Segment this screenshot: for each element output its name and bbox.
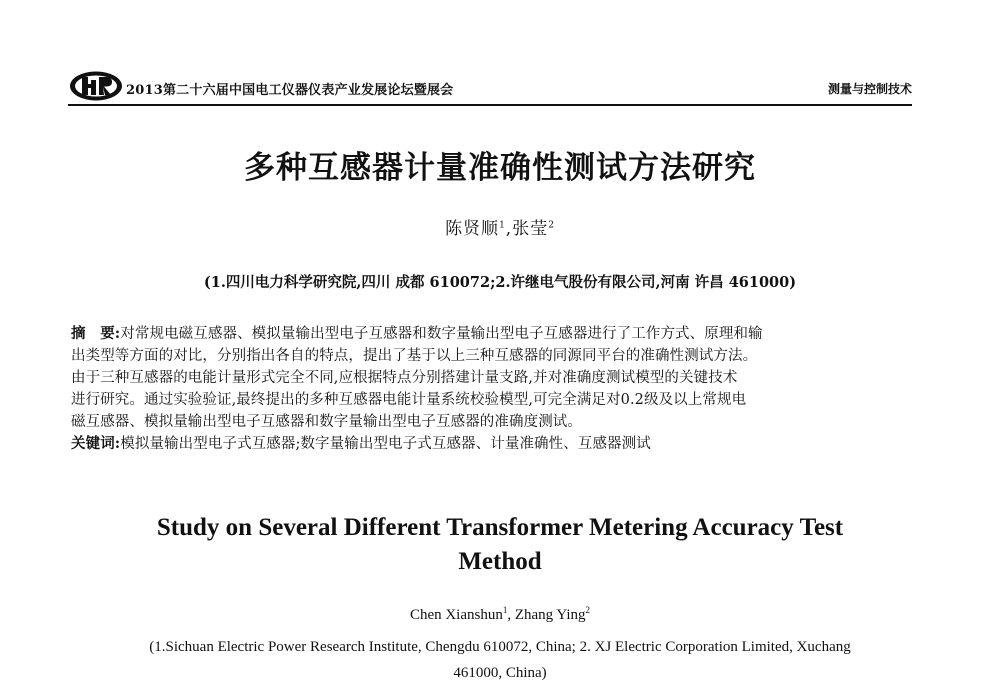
page-header	[68, 70, 912, 104]
author-name: Zhang Ying	[514, 607, 586, 623]
affiliation-en-line: (1.Sichuan Electric Power Research Institute, Chengdu 610072, China; 2. XJ Electric Corporation Limited, Xuchang	[149, 639, 851, 655]
author-affiliation-mark: 1	[502, 605, 508, 615]
section-label: 测量与控制技术	[827, 82, 912, 96]
author-name: 陈贤顺	[445, 219, 500, 239]
authors-cn	[0, 214, 1000, 239]
abstract-line: 进行研究。通过实验验证,最终提出的多种互感器电能计量系统校验模型,可完全满足对0.2级及以上常规电	[71, 392, 747, 408]
title-en-line: Study on Several Different Transformer Metering Accuracy Test	[156, 514, 844, 541]
author-affiliation-mark: 2	[548, 220, 555, 231]
author-affiliation-mark: 2	[585, 605, 591, 615]
abstract-line: 由于三种互感器的电能计量形式完全不同,应根据特点分别搭建计量支路,并对准确度测试模型的关键技术	[71, 370, 738, 386]
affiliation-en-line: 461000, China)	[453, 665, 547, 681]
author-separator: ,	[505, 219, 513, 239]
authors-en	[0, 605, 1000, 624]
abstract-line: 磁互感器、模拟量输出型电子互感器和数字量输出型电子互感器的准确度测试。	[71, 414, 582, 430]
header-divider	[68, 104, 912, 106]
affiliation-cn: (1.四川电力科学研究院,四川 成都 610072;2.许继电气股份有限公司,河南 许昌 461000)	[203, 274, 797, 291]
keywords-label: 关键词:	[71, 435, 121, 452]
abstract-label: 摘 要:	[71, 325, 121, 342]
keywords-text: 模拟量输出型电子式互感器;数字量输出型电子式互感器、计量准确性、互感器测试	[120, 436, 651, 452]
author-name: 张莹	[512, 219, 549, 239]
abstract-line: 出类型等方面的对比，分别指出各自的特点，提出了基于以上三种互感器的同源同平台的准确性测试方法。	[71, 348, 758, 364]
author-name: Chen Xianshun	[409, 607, 503, 623]
conference-logo	[68, 70, 124, 102]
paper-title-en	[0, 511, 1000, 579]
title-en-line: Method	[458, 548, 542, 575]
conference-title: 2013第二十六届中国电工仪器仪表产业发展论坛暨展会	[126, 83, 454, 98]
abstract-text: 对常规电磁互感器、模拟量输出型电子互感器和数字量输出型电子互感器进行了工作方式、原理和输	[120, 326, 763, 342]
author-separator: ,	[507, 607, 515, 623]
abstract-cn	[71, 323, 921, 455]
paper-title-cn: 多种互感器计量准确性测试方法研究	[244, 150, 756, 186]
abstract-line	[71, 323, 921, 345]
affiliation-en	[0, 634, 1000, 686]
author-affiliation-mark: 1	[499, 220, 506, 231]
keywords-line	[71, 433, 921, 455]
